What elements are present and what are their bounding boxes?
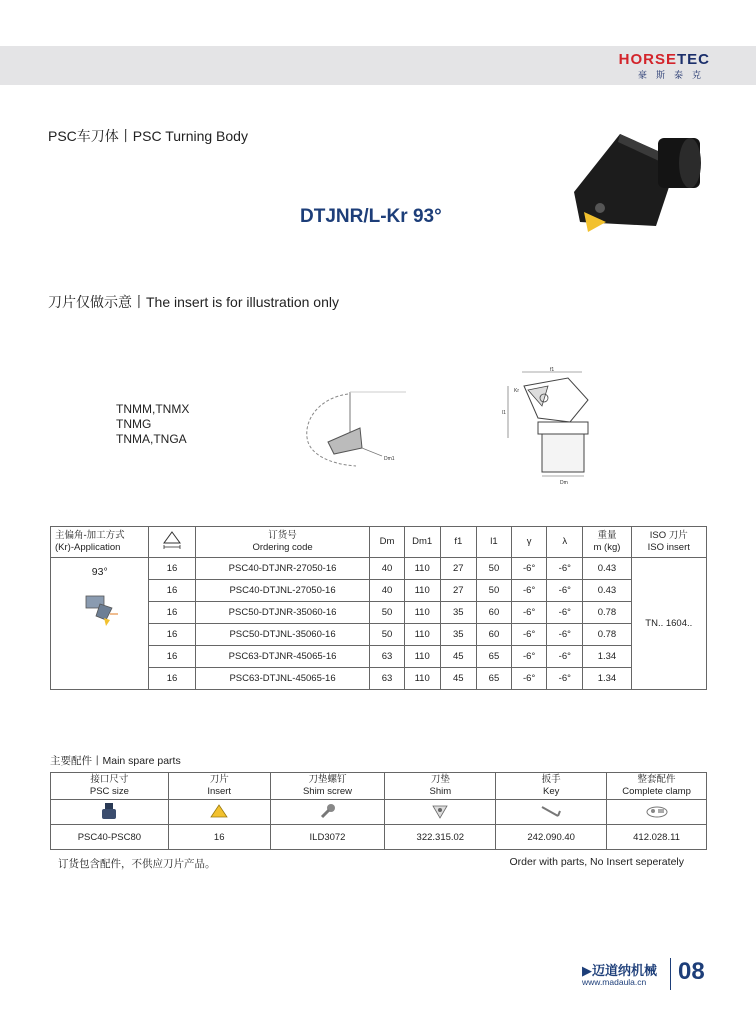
dm-cell: 40: [370, 558, 404, 580]
lambda-cell: -6°: [547, 558, 583, 580]
dm1-cell: 110: [404, 558, 440, 580]
spare-col-en: Shim screw: [302, 786, 353, 797]
l1-cell: 50: [476, 558, 511, 580]
tool-holder-photo: [570, 126, 710, 238]
weight-cell: 0.43: [583, 580, 631, 602]
size-cell: 16: [149, 668, 195, 690]
dm1-label: Dm1: [384, 456, 395, 462]
illustration-note: 刀片仅做示意丨The insert is for illustration only: [48, 294, 339, 310]
spec-table: [50, 526, 707, 690]
dm1-cell: 110: [404, 602, 440, 624]
application-cell: [51, 558, 149, 690]
weight-cell: 0.78: [583, 602, 631, 624]
spare-col-cn: 整套配件: [637, 774, 676, 785]
gamma-cell: -6°: [512, 624, 547, 646]
table-row: [51, 580, 707, 602]
col-f1: f1: [440, 527, 476, 558]
lambda-cell: -6°: [547, 668, 583, 690]
f1-cell: 35: [440, 602, 476, 624]
table-row: [51, 668, 707, 690]
spare-col-shim-screw: [270, 773, 385, 800]
dm-cell: 63: [370, 668, 404, 690]
order-note-en: Order with parts, No Insert seperately: [509, 856, 684, 868]
spare-col-clamp: [607, 773, 707, 800]
code-cell: PSC50-DTJNR-35060-16: [195, 602, 370, 624]
col-insert-size: [149, 527, 195, 558]
brand-logo: [619, 52, 710, 81]
code-cell: PSC63-DTJNL-45065-16: [195, 668, 370, 690]
col-order-cn: 订货号: [268, 530, 297, 541]
spare-parts-table: [50, 772, 707, 850]
f1-cell: 45: [440, 646, 476, 668]
spare-col-cn: 刀片: [209, 774, 229, 785]
triangle-insert-icon: [162, 530, 182, 550]
col-application: 主偏角-加工方式 (Kr)-Application: [51, 527, 149, 558]
spare-col-cn: 刀垫螺钉: [308, 774, 347, 785]
col-iso-insert: [631, 527, 706, 558]
footer: [578, 958, 738, 990]
iso-insert-cell: TN.. 1604..: [631, 558, 706, 690]
insert-type: TNMG: [116, 417, 152, 431]
spare-parts-title: 主要配件丨Main spare parts: [50, 755, 181, 767]
code-cell: PSC40-DTJNR-27050-16: [195, 558, 370, 580]
weight-cell: 1.34: [583, 668, 631, 690]
spare-col-en: Complete clamp: [622, 786, 691, 797]
l1-cell: 60: [476, 602, 511, 624]
weight-cell: 0.43: [583, 558, 631, 580]
size-cell: 16: [149, 580, 195, 602]
spare-col-shim: [385, 773, 496, 800]
spare-col-psc-size: [51, 773, 169, 800]
dm1-cell: 110: [404, 580, 440, 602]
col-iso-cn: ISO 刀片: [649, 530, 688, 541]
machining-diagram: [300, 388, 410, 468]
footer-brand: ▶迈道纳机械: [582, 963, 657, 978]
f1-cell: 45: [440, 668, 476, 690]
gamma-cell: -6°: [512, 558, 547, 580]
size-cell: 16: [149, 646, 195, 668]
col-weight-en: m (kg): [593, 542, 621, 553]
psc-coupling-icon: [99, 801, 119, 821]
spare-col-en: Insert: [207, 786, 232, 797]
spare-header-row: [51, 773, 707, 800]
dimension-drawing: [498, 366, 608, 488]
shim-screw-icon: [318, 801, 338, 821]
l1-cell: 65: [476, 646, 511, 668]
spare-col-cn: 扳手: [541, 774, 561, 785]
col-weight: [583, 527, 631, 558]
size-cell: 16: [149, 558, 195, 580]
lambda-cell: -6°: [547, 580, 583, 602]
dm-cell: 63: [370, 646, 404, 668]
gamma-cell: -6°: [512, 646, 547, 668]
col-weight-cn: 重量: [597, 530, 617, 541]
f1-cell: 27: [440, 580, 476, 602]
f1-cell: 35: [440, 624, 476, 646]
code-cell: PSC50-DTJNL-35060-16: [195, 624, 370, 646]
spare-col-en: Shim: [429, 786, 452, 797]
spare-col-en: Key: [542, 786, 560, 797]
dm-cell: 40: [370, 580, 404, 602]
spare-col-cn: 接口尺寸: [90, 774, 129, 785]
table-row: [51, 602, 707, 624]
spare-shim: 322.315.02: [385, 825, 496, 850]
dm1-cell: 110: [404, 624, 440, 646]
key-icon: [539, 801, 563, 821]
spare-clamp: 412.028.11: [607, 825, 707, 850]
dm-cell: 50: [370, 602, 404, 624]
brand-logo-text: HORSETEC: [618, 51, 710, 68]
col-dm1: Dm1: [404, 527, 440, 558]
lambda-cell: -6°: [547, 624, 583, 646]
spare-insert: 16: [168, 825, 270, 850]
table-row: [51, 624, 707, 646]
size-cell: 16: [149, 624, 195, 646]
insert-type: TNMM,TNMX: [116, 402, 190, 416]
insert-type: TNMA,TNGA: [116, 432, 187, 446]
application-icon: [80, 590, 120, 630]
spare-col-key: [496, 773, 607, 800]
l1-cell: 50: [476, 580, 511, 602]
kr-label: Kr: [514, 388, 519, 394]
footer-url[interactable]: www.madaula.cn: [582, 977, 647, 987]
code-cell: PSC40-DTJNL-27050-16: [195, 580, 370, 602]
weight-cell: 0.78: [583, 624, 631, 646]
f1-cell: 27: [440, 558, 476, 580]
spare-psc-size: PSC40-PSC80: [51, 825, 169, 850]
lambda-cell: -6°: [547, 602, 583, 624]
spare-col-insert: [168, 773, 270, 800]
spare-col-en: PSC size: [89, 786, 129, 797]
col-l1: l1: [476, 527, 511, 558]
footer-divider: [670, 958, 671, 990]
page-number: 08: [678, 958, 705, 985]
code-cell: PSC63-DTJNR-45065-16: [195, 646, 370, 668]
gamma-cell: -6°: [512, 580, 547, 602]
table-header-row: [51, 527, 707, 558]
spare-col-cn: 刀垫: [430, 774, 450, 785]
col-order-en: Ordering code: [252, 542, 313, 553]
spare-value-row: [51, 825, 707, 850]
spare-shim-screw: ILD3072: [270, 825, 385, 850]
triangle-insert-icon: [209, 801, 229, 821]
dm1-cell: 110: [404, 646, 440, 668]
l1-label: l1: [502, 410, 506, 416]
dm-cell: 50: [370, 624, 404, 646]
section-title: PSC车刀体丨PSC Turning Body: [48, 128, 248, 144]
f1-label: f1: [550, 367, 555, 373]
col-dm: Dm: [370, 527, 404, 558]
l1-cell: 60: [476, 624, 511, 646]
gamma-cell: -6°: [512, 668, 547, 690]
spare-icon-row: [51, 800, 707, 825]
col-order-code: [195, 527, 370, 558]
size-cell: 16: [149, 602, 195, 624]
col-gamma: γ: [512, 527, 547, 558]
application-angle: 93°: [91, 566, 108, 578]
col-lambda: λ: [547, 527, 583, 558]
brand-logo-cn: 豪斯泰克: [637, 70, 710, 80]
insert-type-list: [116, 402, 189, 447]
spare-key: 242.090.40: [496, 825, 607, 850]
table-row: [51, 558, 707, 580]
l1-cell: 65: [476, 668, 511, 690]
dm-label: Dm: [560, 480, 568, 486]
dm1-cell: 110: [404, 668, 440, 690]
order-note-cn: 订货包含配件，不供应刀片产品。: [58, 858, 216, 870]
model-title: DTJNR/L-Kr 93°: [300, 206, 442, 227]
shim-icon: [430, 801, 450, 821]
weight-cell: 1.34: [583, 646, 631, 668]
gamma-cell: -6°: [512, 602, 547, 624]
complete-clamp-icon: [644, 801, 670, 821]
table-row: [51, 646, 707, 668]
lambda-cell: -6°: [547, 646, 583, 668]
col-iso-en: ISO insert: [647, 542, 690, 553]
